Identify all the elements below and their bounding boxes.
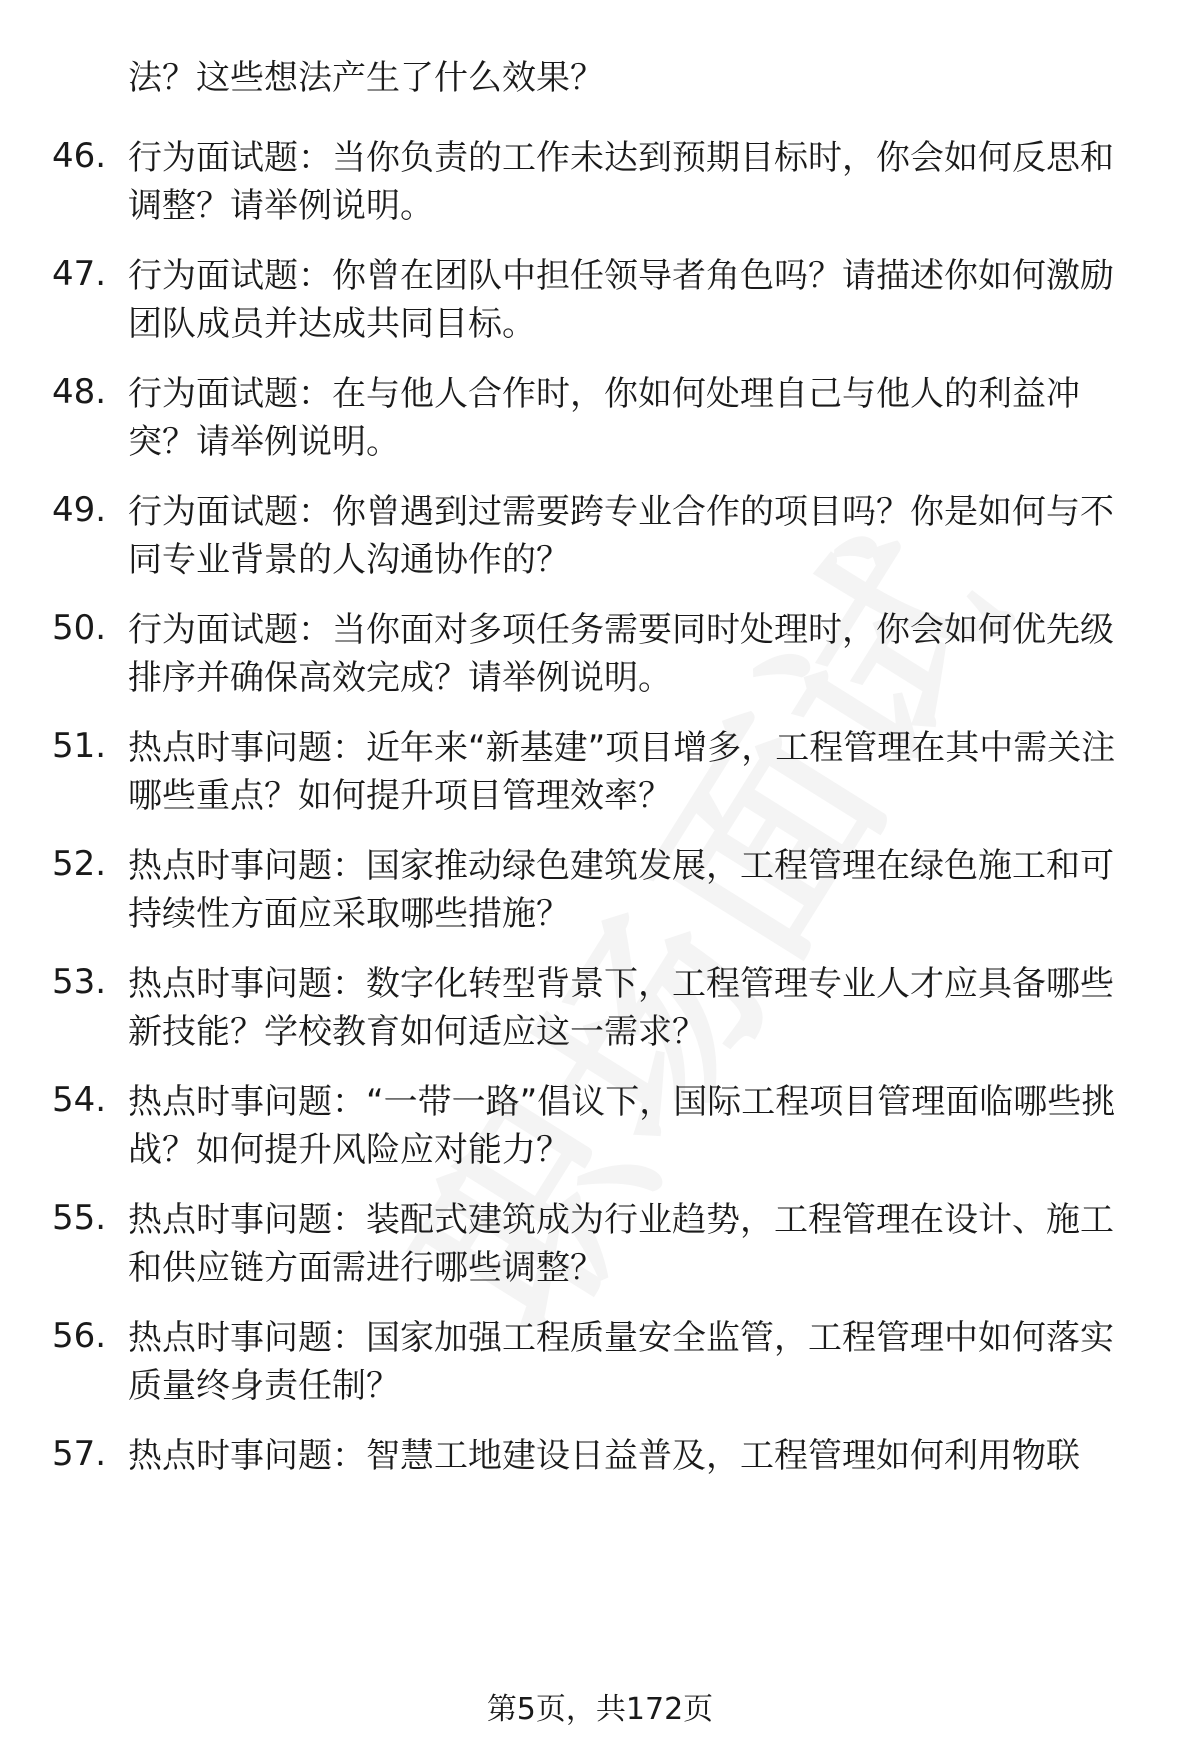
item-text: 热点时事问题：装配式建筑成为行业趋势，工程管理在设计、施工和供应链方面需进行哪些调整？ [128,1200,1114,1288]
item-text: 热点时事问题：国家推动绿色建筑发展，工程管理在绿色施工和可持续性方面应采取哪些措施？ [128,846,1114,934]
item-number: 48. [52,372,107,412]
item-number: 53. [52,962,107,1002]
item-text: 行为面试题：在与他人合作时，你如何处理自己与他人的利益冲突？请举例说明。 [128,374,1080,462]
item-number: 56. [52,1316,107,1356]
item-text: 热点时事问题：数字化转型背景下，工程管理专业人才应具备哪些新技能？学校教育如何适应这一需求？ [128,964,1114,1052]
item-text: 热点时事问题：智慧工地建设日益普及，工程管理如何利用物联 [128,1436,1080,1476]
item-number: 46. [52,136,107,176]
item-number: 54. [52,1080,107,1120]
item-number: 51. [52,726,107,766]
item-text: 行为面试题：你曾遇到过需要跨专业合作的项目吗？你是如何与不同专业背景的人沟通协作的？ [128,492,1114,580]
item-text: 热点时事问题：“一带一路”倡议下，国际工程项目管理面临哪些挑战？如何提升风险应对能力？ [128,1082,1116,1170]
item-number: 52. [52,844,107,884]
item-number: 50. [52,608,107,648]
item-text: 行为面试题：当你负责的工作未达到预期目标时，你会如何反思和调整？请举例说明。 [128,138,1114,226]
continuation-text: 法？这些想法产生了什么效果？ [128,58,604,98]
item-text: 热点时事问题：国家加强工程质量安全监管，工程管理中如何落实质量终身责任制？ [128,1318,1114,1406]
item-text: 行为面试题：你曾在团队中担任领导者角色吗？请描述你如何激励团队成员并达成共同目标。 [128,256,1114,344]
page-footer: 第5页，共172页 [486,1692,714,1727]
item-number: 55. [52,1198,107,1238]
item-text: 热点时事问题：近年来“新基建”项目增多，工程管理在其中需关注哪些重点？如何提升项目管理效率？ [128,728,1116,816]
item-number: 47. [52,254,107,294]
item-number: 57. [52,1434,107,1474]
item-number: 49. [52,490,107,530]
item-text: 行为面试题：当你面对多项任务需要同时处理时，你会如何优先级排序并确保高效完成？请举例说明。 [128,610,1114,698]
